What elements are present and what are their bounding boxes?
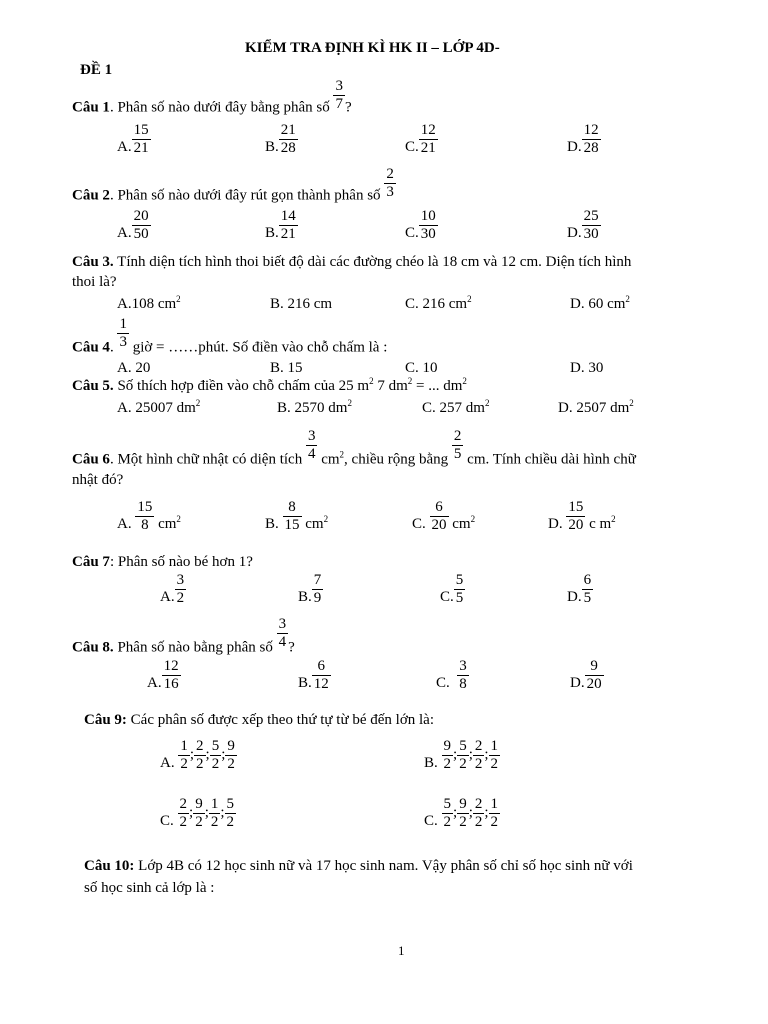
question-6: Câu 6. Một hình chữ nhật có diện tích $\frac{3}{4}$ $cm^2$, chiều rộng bằng $\frac{2}{5}$ cm. Tính chiều dài hình chữ [72,428,636,468]
q5-option-d[interactable]: D. 2507 $dm^2$ [558,398,634,416]
q6-option-b[interactable]: B. $\frac{8}{15}$ $cm^2$ [265,499,329,533]
question-1: Câu 1. Phân số nào dưới đây bằng phân số $\frac{3}{7}$ ? [72,78,352,116]
q6-option-d[interactable]: D. $\frac{15}{20}$ c $m^2$ [548,499,616,533]
q2-option-c[interactable]: C. $\frac{10}{30}$ [405,208,436,242]
question-2: Câu 2. Phân số nào dưới đây rút gọn thành phân số $\frac{2}{3}$ [72,166,394,204]
q4-option-b[interactable]: B. 15 [270,360,303,376]
q7-option-b[interactable]: B. $\frac{7}{9}$ [298,572,322,606]
q4-option-a[interactable]: A. 20 [117,360,151,376]
q4-option-d[interactable]: D. 30 [570,360,604,376]
question-10-cont: số học sinh cả lớp là : [84,880,215,896]
q2-option-d[interactable]: D. $\frac{25}{30}$ [567,208,599,242]
q8-option-c[interactable]: C. $\frac{3}{8}$ [436,658,467,692]
q9-option-c[interactable]: C. $\frac{2}{2}$ ; $\frac{9}{2}$ ; $\frac{1}{2}$ ; $\frac{5}{2}$ [160,796,235,830]
question-5: Câu 5. Số thích hợp điền vào chỗ chấm của 25 $m^2$ 7 $dm^2$ = ... $dm^2$ [72,376,467,394]
exam-code: ĐỀ 1 [80,62,113,78]
q1-option-c[interactable]: C. $\frac{12}{21}$ [405,122,436,156]
q3-option-d[interactable]: D. 60 $cm^2$ [570,294,630,312]
q5-option-b[interactable]: B. 2570 $dm^2$ [277,398,352,416]
question-text: . Phân số nào dưới đây bằng phân số [109,99,330,116]
q8-option-d[interactable]: D. $\frac{9}{20}$ [570,658,602,692]
question-9: Câu 9: Các phân số được xếp theo thứ tự từ bé đến lớn là: [84,712,434,728]
question-3-cont: thoi là? [72,274,117,290]
q9-option-d[interactable]: C. $\frac{5}{2}$ ; $\frac{9}{2}$ ; $\frac{2}{2}$ ; $\frac{1}{2}$ [424,796,499,830]
q2-option-a[interactable]: A. $\frac{20}{50}$ [117,208,149,242]
q1-option-b[interactable]: B. $\frac{21}{28}$ [265,122,296,156]
question-10: Câu 10: Lớp 4B có 12 học sinh nữ và 17 học sinh nam. Vậy phân số chỉ số học sinh nữ với [84,858,633,874]
q1-option-a[interactable]: A. $\frac{15}{21}$ [117,122,149,156]
q9-option-b[interactable]: B. $\frac{9}{2}$ ; $\frac{5}{2}$ ; $\frac{2}{2}$ ; $\frac{1}{2}$ [424,738,499,772]
fraction: $\frac{3}{7}$ [335,78,343,112]
q7-option-c[interactable]: C. $\frac{5}{5}$ [440,572,464,606]
question-3: Câu 3. Tính diện tích hình thoi biết độ dài các đường chéo là 18 cm và 12 cm. Diện tích hình [72,254,632,270]
q9-option-a[interactable]: A. $\frac{1}{2}$ ; $\frac{2}{2}$ ; $\frac{5}{2}$ ; $\frac{9}{2}$ [160,738,235,772]
q3-option-b[interactable]: B. 216 cm [270,296,333,312]
q8-option-b[interactable]: B. $\frac{6}{12}$ [298,658,329,692]
question-label: Câu 1 [72,99,110,116]
page-number: 1 [398,943,405,958]
q3-option-c[interactable]: C. 216 $cm^2$ [405,294,472,312]
q7-option-d[interactable]: D. $\frac{6}{5}$ [567,572,592,606]
q7-option-a[interactable]: A. $\frac{3}{2}$ [160,572,185,606]
q6-option-c[interactable]: C. $\frac{6}{20}$ $cm^2$ [412,499,476,533]
q1-option-d[interactable]: D. $\frac{12}{28}$ [567,122,599,156]
q2-option-b[interactable]: B. $\frac{14}{21}$ [265,208,296,242]
question-8: Câu 8. Phân số nào bằng phân số $\frac{3}{4}$ ? [72,616,295,656]
question-6-cont: nhật đó? [72,472,124,488]
q4-option-c[interactable]: C. 10 [405,360,438,376]
page-title: KIỂM TRA ĐỊNH KÌ HK II – LỚP 4D- [245,40,500,56]
q5-option-a[interactable]: A. 25007 $dm^2$ [117,398,201,416]
q5-option-c[interactable]: C. 257 $dm^2$ [422,398,490,416]
q3-option-a[interactable]: A.108 $cm^2$ [117,294,181,312]
question-7: Câu 7: Phân số nào bé hơn 1? [72,554,253,570]
q8-option-a[interactable]: A. $\frac{12}{16}$ [147,658,179,692]
q6-option-a[interactable]: A. $\frac{15}{8}$ $cm^2$ [117,499,181,533]
question-4: Câu 4. $\frac{1}{3}$ giờ = ……phút. Số điền vào chỗ chấm là : [72,316,388,356]
